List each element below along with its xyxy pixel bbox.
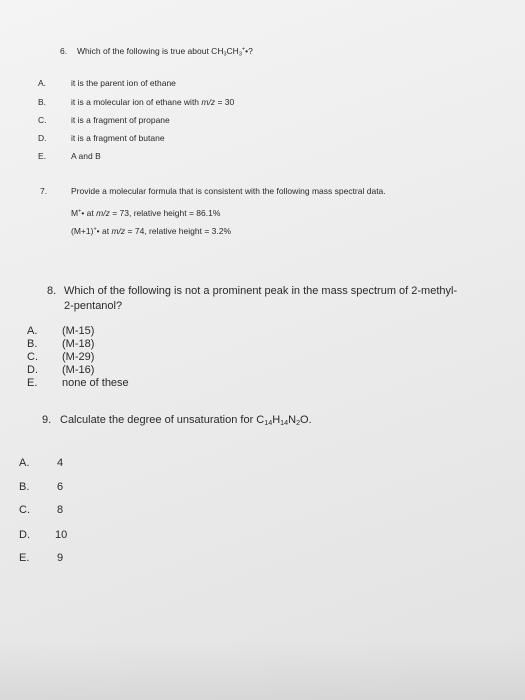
q6-stem: Which of the following is true about $CH_3CH_3^+•$? (77, 46, 253, 58)
q9-option-a-text: 4 (57, 457, 64, 469)
q8-option-e-text: none of these (62, 377, 129, 389)
q8-option-d-letter: D. (27, 364, 38, 376)
q9-option-d-text: 10 (55, 529, 68, 541)
q9-option-c-letter: C. (19, 504, 30, 516)
q9-option-a-letter: A. (19, 457, 30, 469)
q8-stem-line-1: Which of the following is not a prominent peak in the mass spectrum of 2-methyl- (64, 285, 458, 297)
page-shadow (0, 640, 525, 700)
q6-option-c-letter: C. (38, 115, 47, 125)
q8-stem-line-2: 2-pentanol? (64, 300, 123, 312)
q8-option-c-text: (M-29) (62, 351, 95, 363)
q8-number: 8. (47, 285, 57, 297)
q7-number: 7. (40, 186, 48, 196)
q6-number: 6. (60, 46, 68, 56)
q9-option-e-text: 9 (57, 552, 64, 564)
q7-stem: Provide a molecular formula that is consistent with the following mass spectral data. (71, 186, 386, 196)
q7-data-line-2: (M+1)+• at m/z = 74, relative height = 3.2% (71, 226, 232, 236)
q6-option-c-text: it is a fragment of propane (71, 115, 170, 125)
q9-number: 9. (42, 414, 52, 426)
q6-option-b-text: it is a molecular ion of ethane with m/z = 30 (71, 97, 235, 107)
q8-option-b-letter: B. (27, 338, 38, 350)
q8-option-a-text: (M-15) (62, 325, 95, 337)
q9-option-b-letter: B. (19, 481, 30, 493)
q6-option-a-text: it is the parent ion of ethane (71, 78, 176, 88)
q8-option-b-text: (M-18) (62, 338, 95, 350)
q8-option-a-letter: A. (27, 325, 38, 337)
q8-option-d-text: (M-16) (62, 364, 95, 376)
q9-option-e-letter: E. (19, 552, 30, 564)
q6-option-e-text: A and B (71, 151, 101, 161)
q8-option-c-letter: C. (27, 351, 38, 363)
q6-option-a-letter: A. (38, 78, 47, 88)
q9-option-c-text: 8 (57, 504, 64, 516)
q8-option-e-letter: E. (27, 377, 38, 389)
q6-option-b-letter: B. (38, 97, 47, 107)
q9-option-b-text: 6 (57, 481, 64, 493)
q9-option-d-letter: D. (19, 529, 30, 541)
q9-stem: Calculate the degree of unsaturation for $C_{14}H_{14}N_2O$. (60, 414, 312, 427)
q6-option-e-letter: E. (38, 151, 47, 161)
q6-option-d-text: it is a fragment of butane (71, 133, 165, 143)
q6-option-d-letter: D. (38, 133, 47, 143)
q7-data-line-1: M+• at m/z = 73, relative height = 86.1% (71, 208, 221, 218)
